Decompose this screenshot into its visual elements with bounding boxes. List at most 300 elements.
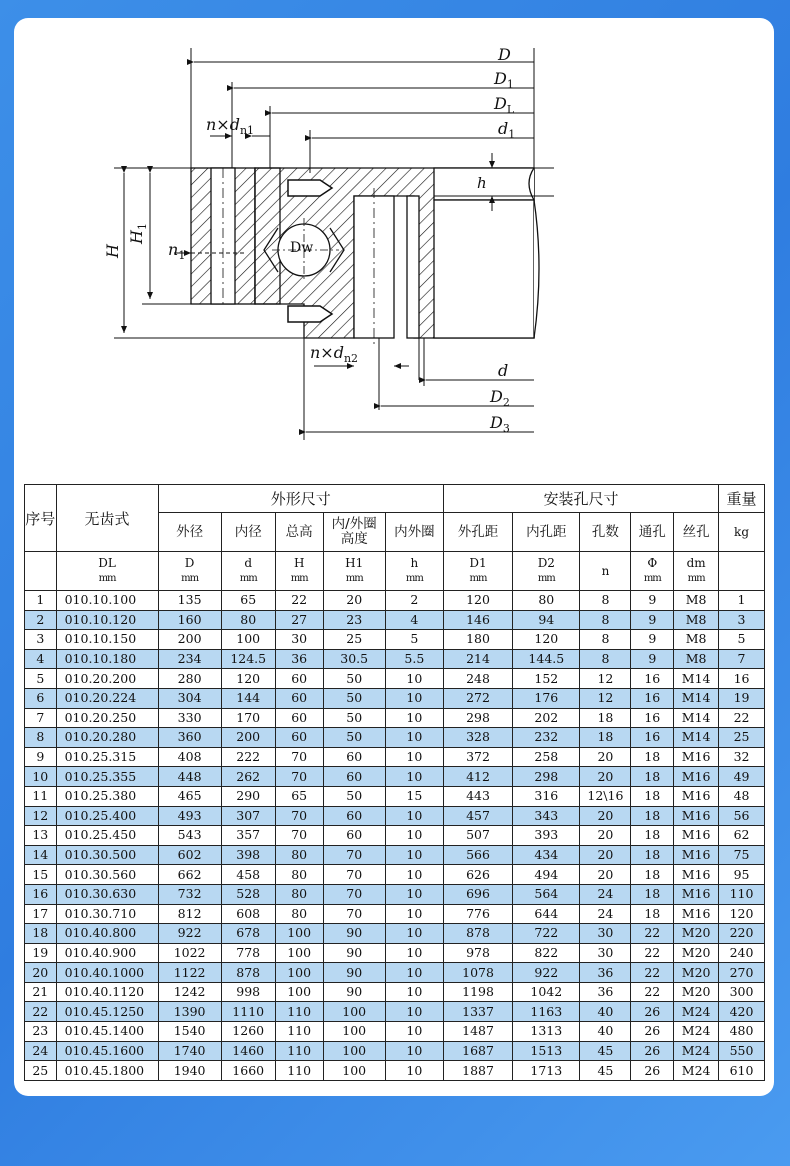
table-cell: 10: [385, 767, 443, 787]
table-cell: 258: [513, 747, 580, 767]
table-cell: 493: [158, 806, 221, 826]
table-cell: 8: [580, 610, 631, 630]
table-cell: 18: [631, 865, 674, 885]
table-cell: 6: [25, 688, 57, 708]
table-cell: 200: [221, 728, 275, 748]
table-cell: 10: [385, 1002, 443, 1022]
table-cell: 24: [580, 884, 631, 904]
table-cell: M16: [674, 865, 719, 885]
table-cell: 448: [158, 767, 221, 787]
table-cell: 60: [323, 806, 385, 826]
table-cell: 1198: [443, 982, 512, 1002]
table-cell: M8: [674, 649, 719, 669]
table-cell: 20: [580, 826, 631, 846]
table-cell: 65: [275, 786, 323, 806]
symbol-cell: [25, 552, 57, 591]
table-cell: 5: [25, 669, 57, 689]
table-cell: 110: [275, 1022, 323, 1042]
header-model: 无齿式: [56, 485, 158, 552]
table-row: [25, 747, 765, 767]
table-cell: 50: [323, 688, 385, 708]
table-cell: 170: [221, 708, 275, 728]
table-cell: 1687: [443, 1041, 512, 1061]
table-cell: 18: [631, 884, 674, 904]
table-cell: 010.20.280: [56, 728, 158, 748]
table-cell: 18: [580, 708, 631, 728]
table-row: [25, 610, 765, 630]
table-cell: 722: [513, 924, 580, 944]
table-cell: 010.30.560: [56, 865, 158, 885]
table-cell: 12: [25, 806, 57, 826]
subheader: 丝孔: [674, 513, 719, 552]
table-row: [25, 630, 765, 650]
table-row: [25, 649, 765, 669]
table-cell: 248: [443, 669, 512, 689]
table-cell: 3: [25, 630, 57, 650]
table-cell: 1022: [158, 943, 221, 963]
table-cell: 90: [323, 924, 385, 944]
table-cell: 90: [323, 982, 385, 1002]
table-cell: 30: [275, 630, 323, 650]
table-cell: 10: [385, 1061, 443, 1081]
table-cell: 010.10.100: [56, 591, 158, 611]
table-cell: 36: [580, 982, 631, 1002]
table-cell: 18: [631, 845, 674, 865]
table-cell: 135: [158, 591, 221, 611]
table-cell: 40: [580, 1022, 631, 1042]
label-H: H: [103, 244, 122, 258]
table-cell: 100: [323, 1002, 385, 1022]
table-cell: 15: [385, 786, 443, 806]
table-cell: 822: [513, 943, 580, 963]
label-D3: D: [490, 413, 503, 432]
symbol-cell: n: [580, 552, 631, 591]
table-cell: M14: [674, 728, 719, 748]
table-cell: 272: [443, 688, 512, 708]
table-cell: 010.25.315: [56, 747, 158, 767]
table-cell: M20: [674, 924, 719, 944]
svg-text:n×dn2: $n\times d_{n2}$: [310, 343, 359, 365]
table-cell: 10: [385, 982, 443, 1002]
table-cell: 20: [580, 865, 631, 885]
table-cell: 50: [323, 708, 385, 728]
table-cell: M16: [674, 767, 719, 787]
table-cell: 18: [25, 924, 57, 944]
table-cell: 550: [719, 1041, 765, 1061]
symbol-cell: DL mm: [56, 552, 158, 591]
spec-table: [24, 484, 765, 1081]
table-cell: 398: [221, 845, 275, 865]
table-cell: 100: [221, 630, 275, 650]
table-cell: 17: [25, 904, 57, 924]
table-cell: 543: [158, 826, 221, 846]
label-DL: D: [494, 94, 507, 113]
table-cell: 507: [443, 826, 512, 846]
table-cell: 100: [275, 924, 323, 944]
table-cell: 23: [25, 1022, 57, 1042]
table-cell: 010.20.250: [56, 708, 158, 728]
table-row: [25, 826, 765, 846]
table-cell: 110: [275, 1041, 323, 1061]
table-cell: 30.5: [323, 649, 385, 669]
table-cell: 232: [513, 728, 580, 748]
table-cell: 100: [323, 1022, 385, 1042]
table-cell: 9: [25, 747, 57, 767]
table-cell: 8: [580, 649, 631, 669]
table-cell: 18: [631, 826, 674, 846]
table-cell: 60: [323, 826, 385, 846]
svg-text:D3: $D_3$: [490, 413, 510, 435]
table-cell: M20: [674, 982, 719, 1002]
table-cell: 32: [719, 747, 765, 767]
table-cell: 22: [719, 708, 765, 728]
table-cell: 776: [443, 904, 512, 924]
table-row: [25, 1022, 765, 1042]
table-cell: 1390: [158, 1002, 221, 1022]
table-cell: 300: [719, 982, 765, 1002]
subheader: 外孔距: [443, 513, 512, 552]
label-h: h: [477, 174, 487, 192]
table-cell: 176: [513, 688, 580, 708]
table-row: [25, 1061, 765, 1081]
table-cell: 662: [158, 865, 221, 885]
label-n1: n: [168, 240, 179, 259]
table-cell: 1313: [513, 1022, 580, 1042]
table-cell: 80: [275, 845, 323, 865]
table-cell: 120: [513, 630, 580, 650]
table-cell: 22: [631, 943, 674, 963]
table-cell: M14: [674, 688, 719, 708]
table-row: [25, 688, 765, 708]
table-cell: 100: [323, 1061, 385, 1081]
table-cell: 56: [719, 806, 765, 826]
table-cell: 010.40.900: [56, 943, 158, 963]
table-cell: 10: [385, 728, 443, 748]
table-cell: 18: [631, 806, 674, 826]
table-cell: 10: [385, 669, 443, 689]
table-cell: 434: [513, 845, 580, 865]
subheader: 内径: [221, 513, 275, 552]
table-cell: 465: [158, 786, 221, 806]
table-cell: 564: [513, 884, 580, 904]
table-cell: 110: [275, 1061, 323, 1081]
header-seq: 序号: [25, 485, 57, 552]
table-cell: 10: [385, 747, 443, 767]
table-cell: 010.40.1000: [56, 963, 158, 983]
table-cell: 110: [719, 884, 765, 904]
table-cell: 18: [580, 728, 631, 748]
symbol-cell: D1 mm: [443, 552, 512, 591]
table-cell: 60: [275, 708, 323, 728]
table-row: [25, 728, 765, 748]
label-d1: d: [498, 119, 509, 138]
table-cell: 10: [385, 806, 443, 826]
table-cell: 010.25.450: [56, 826, 158, 846]
table-cell: 50: [323, 669, 385, 689]
table-row: [25, 943, 765, 963]
table-cell: 70: [323, 904, 385, 924]
table-cell: 010.10.120: [56, 610, 158, 630]
table-cell: 778: [221, 943, 275, 963]
table-cell: 40: [580, 1002, 631, 1022]
subheader: 孔数: [580, 513, 631, 552]
table-cell: 18: [631, 904, 674, 924]
table-cell: 30: [580, 924, 631, 944]
table-cell: 010.45.1400: [56, 1022, 158, 1042]
table-cell: 160: [158, 610, 221, 630]
table-cell: 70: [275, 747, 323, 767]
table-cell: 316: [513, 786, 580, 806]
table-cell: 678: [221, 924, 275, 944]
table-cell: 010.30.630: [56, 884, 158, 904]
table-cell: 18: [631, 786, 674, 806]
table-cell: 270: [719, 963, 765, 983]
table-cell: 10: [25, 767, 57, 787]
table-cell: 94: [513, 610, 580, 630]
table-row: [25, 591, 765, 611]
table-cell: 010.20.224: [56, 688, 158, 708]
table-row: [25, 924, 765, 944]
table-cell: 608: [221, 904, 275, 924]
table-cell: M8: [674, 630, 719, 650]
table-cell: 010.30.710: [56, 904, 158, 924]
table-cell: M20: [674, 963, 719, 983]
table-cell: 10: [385, 904, 443, 924]
table-cell: 14: [25, 845, 57, 865]
table-cell: 602: [158, 845, 221, 865]
table-cell: 457: [443, 806, 512, 826]
table-cell: 120: [221, 669, 275, 689]
table-cell: 1: [25, 591, 57, 611]
table-cell: 420: [719, 1002, 765, 1022]
table-cell: 812: [158, 904, 221, 924]
table-row: [25, 845, 765, 865]
table-cell: 146: [443, 610, 512, 630]
subheader: 通孔: [631, 513, 674, 552]
table-cell: 922: [158, 924, 221, 944]
table-body: [25, 591, 765, 1081]
table-cell: 458: [221, 865, 275, 885]
table-cell: 214: [443, 649, 512, 669]
table-cell: 45: [580, 1041, 631, 1061]
table-cell: 26: [631, 1061, 674, 1081]
table-cell: 70: [275, 767, 323, 787]
table-cell: 12\16: [580, 786, 631, 806]
table-cell: 1242: [158, 982, 221, 1002]
table-cell: 1887: [443, 1061, 512, 1081]
table-cell: 262: [221, 767, 275, 787]
table-cell: 298: [443, 708, 512, 728]
table-cell: 24: [580, 904, 631, 924]
subheader: 内外圈: [385, 513, 443, 552]
table-cell: 878: [443, 924, 512, 944]
table-cell: 10: [385, 865, 443, 885]
label-Dw: Dw: [290, 240, 314, 256]
table-cell: 1513: [513, 1041, 580, 1061]
table-cell: 100: [275, 982, 323, 1002]
table-cell: 60: [275, 669, 323, 689]
table-cell: 878: [221, 963, 275, 983]
table-cell: M24: [674, 1022, 719, 1042]
table-cell: 5.5: [385, 649, 443, 669]
table-cell: 1460: [221, 1041, 275, 1061]
content-card: [14, 18, 774, 1096]
table-cell: 5: [385, 630, 443, 650]
label-n-x-dn2: n×d: [310, 343, 344, 362]
table-cell: 1740: [158, 1041, 221, 1061]
table-cell: 1540: [158, 1022, 221, 1042]
table-cell: 1078: [443, 963, 512, 983]
table-cell: M16: [674, 747, 719, 767]
table-cell: 124.5: [221, 649, 275, 669]
table-cell: M16: [674, 845, 719, 865]
table-cell: 1660: [221, 1061, 275, 1081]
table-cell: 280: [158, 669, 221, 689]
table-row: [25, 884, 765, 904]
table-cell: 152: [513, 669, 580, 689]
table-cell: 70: [323, 845, 385, 865]
table-cell: M16: [674, 786, 719, 806]
table-cell: 010.10.180: [56, 649, 158, 669]
table-cell: 16: [631, 708, 674, 728]
table-cell: 18: [631, 767, 674, 787]
table-cell: 70: [323, 865, 385, 885]
table-row: [25, 904, 765, 924]
table-cell: 100: [275, 963, 323, 983]
table-cell: 100: [275, 943, 323, 963]
table-cell: 343: [513, 806, 580, 826]
table-cell: 010.25.400: [56, 806, 158, 826]
table-cell: 16: [25, 884, 57, 904]
label-H1: H: [127, 230, 146, 244]
table-cell: 8: [580, 591, 631, 611]
table-cell: 20: [25, 963, 57, 983]
table-cell: 978: [443, 943, 512, 963]
table-cell: 26: [631, 1041, 674, 1061]
table-cell: 696: [443, 884, 512, 904]
table-cell: 10: [385, 884, 443, 904]
table-row: [25, 786, 765, 806]
svg-text:H1: $H_1$: [127, 223, 149, 244]
table-cell: 70: [275, 826, 323, 846]
table-cell: 010.40.800: [56, 924, 158, 944]
svg-text:D1: $D_1$: [494, 69, 514, 91]
table-cell: 50: [323, 728, 385, 748]
table-cell: 70: [275, 806, 323, 826]
table-cell: 36: [275, 649, 323, 669]
table-cell: 60: [275, 688, 323, 708]
label-d: d: [498, 361, 509, 380]
table-cell: 22: [631, 963, 674, 983]
table-cell: 80: [275, 865, 323, 885]
table-cell: 27: [275, 610, 323, 630]
table-cell: 20: [580, 845, 631, 865]
table-cell: 45: [580, 1061, 631, 1081]
table-cell: 644: [513, 904, 580, 924]
table-cell: 60: [323, 747, 385, 767]
table-cell: 1163: [513, 1002, 580, 1022]
table-cell: 10: [385, 963, 443, 983]
table-cell: 8: [25, 728, 57, 748]
svg-text:DL: $D_L$: [494, 94, 515, 116]
table-cell: 80: [275, 884, 323, 904]
table-cell: 16: [719, 669, 765, 689]
table-cell: M24: [674, 1041, 719, 1061]
table-cell: 4: [25, 649, 57, 669]
table-cell: 22: [631, 982, 674, 1002]
table-cell: 80: [513, 591, 580, 611]
table-cell: 4: [385, 610, 443, 630]
table-cell: 1713: [513, 1061, 580, 1081]
label-D2: D: [490, 387, 503, 406]
symbol-cell: dm mm: [674, 552, 719, 591]
table-cell: 10: [385, 943, 443, 963]
table-cell: 7: [25, 708, 57, 728]
table-cell: 220: [719, 924, 765, 944]
table-cell: 20: [580, 806, 631, 826]
table-cell: 144: [221, 688, 275, 708]
table-cell: 626: [443, 865, 512, 885]
table-cell: 10: [385, 688, 443, 708]
table-cell: 1260: [221, 1022, 275, 1042]
table-cell: 100: [323, 1041, 385, 1061]
symbol-cell: D mm: [158, 552, 221, 591]
table-cell: 010.45.1600: [56, 1041, 158, 1061]
table-cell: 010.25.380: [56, 786, 158, 806]
svg-text:n1: $n_1$: [168, 240, 186, 262]
symbol-cell: h mm: [385, 552, 443, 591]
table-cell: 3: [719, 610, 765, 630]
table-cell: 120: [443, 591, 512, 611]
table-cell: 9: [631, 630, 674, 650]
table-cell: 20: [580, 767, 631, 787]
table-cell: 412: [443, 767, 512, 787]
table-cell: 10: [385, 1041, 443, 1061]
table-cell: 480: [719, 1022, 765, 1042]
table-cell: 240: [719, 943, 765, 963]
table-cell: 290: [221, 786, 275, 806]
bearing-cross-section-diagram: [14, 18, 774, 488]
subheader: 总高: [275, 513, 323, 552]
symbol-cell: D2 mm: [513, 552, 580, 591]
table-row: [25, 1041, 765, 1061]
table-cell: 1940: [158, 1061, 221, 1081]
header-mounting: 安装孔尺寸: [443, 485, 718, 513]
table-row: [25, 708, 765, 728]
table-cell: 010.45.1800: [56, 1061, 158, 1081]
table-cell: M20: [674, 943, 719, 963]
table-cell: 25: [323, 630, 385, 650]
table-cell: 010.40.1120: [56, 982, 158, 1002]
symbol-cell: H1 mm: [323, 552, 385, 591]
table-cell: 408: [158, 747, 221, 767]
table-cell: 1122: [158, 963, 221, 983]
table-cell: 494: [513, 865, 580, 885]
table-cell: 9: [631, 649, 674, 669]
table-cell: M16: [674, 826, 719, 846]
table-cell: 21: [25, 982, 57, 1002]
table-cell: 110: [275, 1002, 323, 1022]
table-cell: 010.30.500: [56, 845, 158, 865]
table-cell: 2: [385, 591, 443, 611]
table-cell: M16: [674, 904, 719, 924]
subheader: 内孔距: [513, 513, 580, 552]
table-cell: 304: [158, 688, 221, 708]
table-cell: 36: [580, 963, 631, 983]
table-cell: M24: [674, 1002, 719, 1022]
table-cell: 11: [25, 786, 57, 806]
table-cell: 24: [25, 1041, 57, 1061]
